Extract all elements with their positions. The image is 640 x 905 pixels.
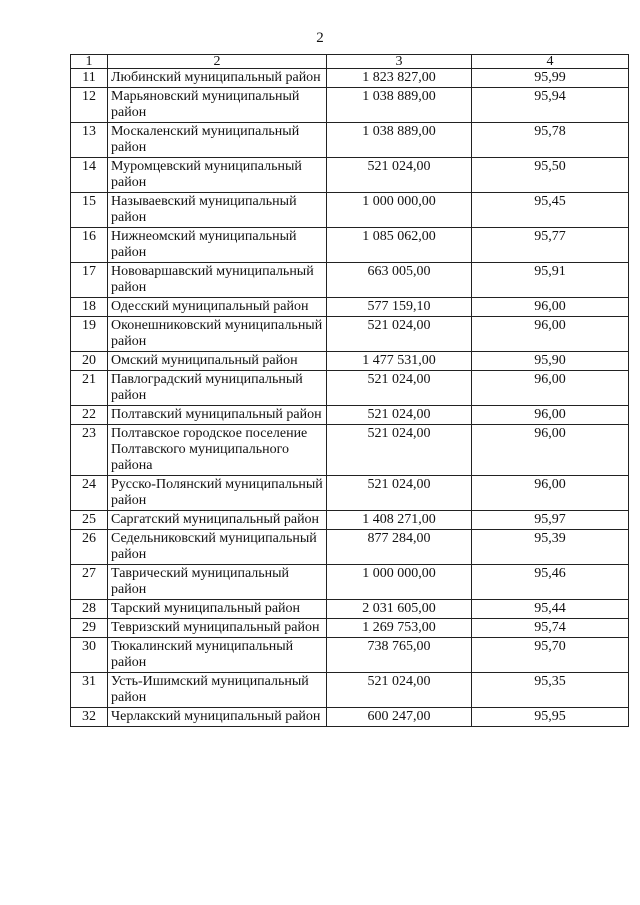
table-row [71, 511, 629, 530]
table-row [71, 425, 629, 476]
allocation-table [70, 54, 629, 727]
amount-cell: 877 284,00 [327, 530, 472, 565]
row-number: 13 [71, 123, 108, 158]
table-row [71, 619, 629, 638]
percent-cell: 95,45 [472, 193, 629, 228]
table-row [71, 88, 629, 123]
municipality-name: Омский муниципальный район [108, 352, 327, 371]
percent-cell: 95,95 [472, 708, 629, 727]
row-number: 16 [71, 228, 108, 263]
amount-cell: 1 477 531,00 [327, 352, 472, 371]
municipality-name: Седельниковский муниципальный район [108, 530, 327, 565]
column-header: 4 [472, 55, 629, 69]
percent-cell: 95,78 [472, 123, 629, 158]
amount-cell: 521 024,00 [327, 317, 472, 352]
table-row [71, 600, 629, 619]
table-row [71, 263, 629, 298]
municipality-name: Русско-Полянский муниципальный район [108, 476, 327, 511]
table-row [71, 406, 629, 425]
row-number: 21 [71, 371, 108, 406]
municipality-name: Полтавский муниципальный район [108, 406, 327, 425]
row-number: 20 [71, 352, 108, 371]
amount-cell: 1 038 889,00 [327, 123, 472, 158]
municipality-name: Любинский муниципальный район [108, 69, 327, 88]
percent-cell: 96,00 [472, 476, 629, 511]
table-row [71, 228, 629, 263]
table-row [71, 565, 629, 600]
percent-cell: 95,35 [472, 673, 629, 708]
amount-cell: 521 024,00 [327, 476, 472, 511]
table-row [71, 158, 629, 193]
municipality-name: Саргатский муниципальный район [108, 511, 327, 530]
table-row [71, 352, 629, 371]
municipality-name: Нижнеомский муниципальный район [108, 228, 327, 263]
amount-cell: 577 159,10 [327, 298, 472, 317]
amount-cell: 1 000 000,00 [327, 193, 472, 228]
row-number: 23 [71, 425, 108, 476]
table-row [71, 69, 629, 88]
amount-cell: 521 024,00 [327, 158, 472, 193]
column-header: 1 [71, 55, 108, 69]
page-number: 2 [316, 30, 324, 46]
row-number: 25 [71, 511, 108, 530]
amount-cell: 600 247,00 [327, 708, 472, 727]
table-row [71, 193, 629, 228]
row-number: 26 [71, 530, 108, 565]
amount-cell: 1 408 271,00 [327, 511, 472, 530]
amount-cell: 521 024,00 [327, 425, 472, 476]
table-row [71, 476, 629, 511]
percent-cell: 95,50 [472, 158, 629, 193]
row-number: 31 [71, 673, 108, 708]
row-number: 11 [71, 69, 108, 88]
percent-cell: 95,90 [472, 352, 629, 371]
municipality-name: Оконешниковский муниципальный район [108, 317, 327, 352]
table-header-row [71, 55, 629, 69]
municipality-name: Таврический муниципальный район [108, 565, 327, 600]
municipality-name: Тюкалинский муниципальный район [108, 638, 327, 673]
municipality-name: Называевский муниципальный район [108, 193, 327, 228]
percent-cell: 96,00 [472, 371, 629, 406]
municipality-name: Марьяновский муниципальный район [108, 88, 327, 123]
table-row [71, 708, 629, 727]
municipality-name: Муромцевский муниципальный район [108, 158, 327, 193]
table-row [71, 123, 629, 158]
municipality-name: Нововаршавский муниципальный район [108, 263, 327, 298]
municipality-name: Павлоградский муниципальный район [108, 371, 327, 406]
table-row [71, 298, 629, 317]
percent-cell: 95,99 [472, 69, 629, 88]
column-header: 3 [327, 55, 472, 69]
column-header: 2 [108, 55, 327, 69]
row-number: 32 [71, 708, 108, 727]
row-number: 28 [71, 600, 108, 619]
percent-cell: 95,91 [472, 263, 629, 298]
amount-cell: 738 765,00 [327, 638, 472, 673]
table-row [71, 638, 629, 673]
row-number: 17 [71, 263, 108, 298]
row-number: 18 [71, 298, 108, 317]
percent-cell: 95,46 [472, 565, 629, 600]
amount-cell: 1 000 000,00 [327, 565, 472, 600]
row-number: 14 [71, 158, 108, 193]
row-number: 22 [71, 406, 108, 425]
row-number: 27 [71, 565, 108, 600]
amount-cell: 1 038 889,00 [327, 88, 472, 123]
municipality-name: Тевризский муниципальный район [108, 619, 327, 638]
table-row [71, 530, 629, 565]
row-number: 19 [71, 317, 108, 352]
percent-cell: 96,00 [472, 406, 629, 425]
table-row [71, 673, 629, 708]
municipality-name: Одесский муниципальный район [108, 298, 327, 317]
percent-cell: 95,39 [472, 530, 629, 565]
percent-cell: 95,44 [472, 600, 629, 619]
municipality-name: Усть-Ишимский муниципальный район [108, 673, 327, 708]
municipality-name: Москаленский муниципальный район [108, 123, 327, 158]
percent-cell: 96,00 [472, 298, 629, 317]
table-row [71, 371, 629, 406]
percent-cell: 95,94 [472, 88, 629, 123]
percent-cell: 95,97 [472, 511, 629, 530]
percent-cell: 95,70 [472, 638, 629, 673]
percent-cell: 96,00 [472, 425, 629, 476]
row-number: 30 [71, 638, 108, 673]
amount-cell: 521 024,00 [327, 406, 472, 425]
percent-cell: 96,00 [472, 317, 629, 352]
amount-cell: 2 031 605,00 [327, 600, 472, 619]
amount-cell: 521 024,00 [327, 673, 472, 708]
amount-cell: 1 823 827,00 [327, 69, 472, 88]
percent-cell: 95,74 [472, 619, 629, 638]
municipality-name: Полтавское городское поселение Полтавского муниципального района [108, 425, 327, 476]
row-number: 24 [71, 476, 108, 511]
table-row [71, 317, 629, 352]
amount-cell: 663 005,00 [327, 263, 472, 298]
municipality-name: Черлакский муниципальный район [108, 708, 327, 727]
row-number: 29 [71, 619, 108, 638]
amount-cell: 1 085 062,00 [327, 228, 472, 263]
row-number: 12 [71, 88, 108, 123]
amount-cell: 1 269 753,00 [327, 619, 472, 638]
percent-cell: 95,77 [472, 228, 629, 263]
municipality-name: Тарский муниципальный район [108, 600, 327, 619]
row-number: 15 [71, 193, 108, 228]
amount-cell: 521 024,00 [327, 371, 472, 406]
